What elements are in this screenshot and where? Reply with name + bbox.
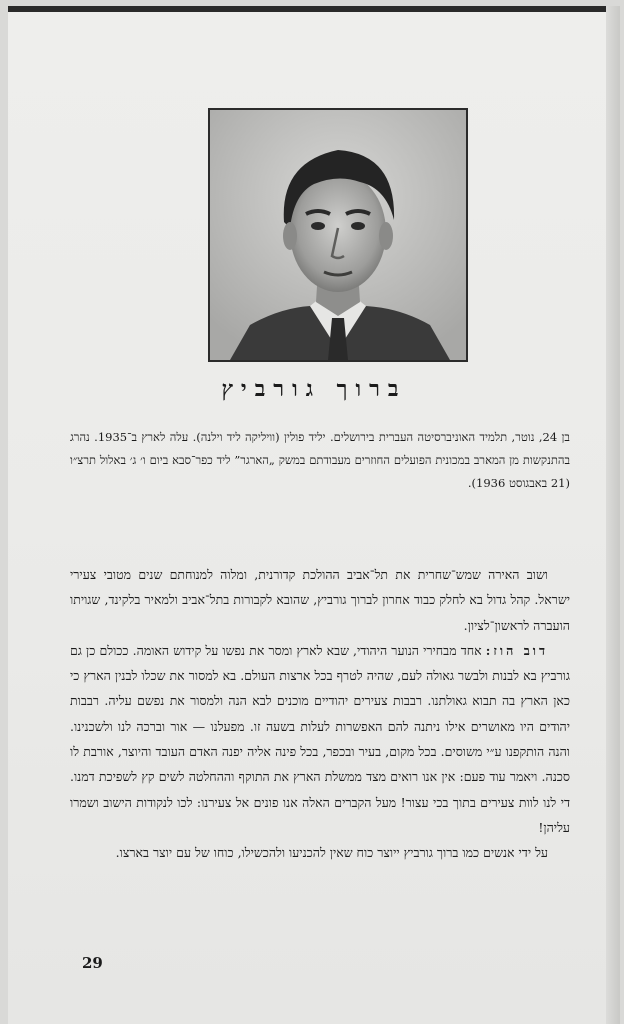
speech-text: אחד מבחירי הנוער היהודי, שבא לארץ ומסר את נפשו על קידוש האומה. ככולם כן גם גורביץ בא לבנות ולבשר גאולה לעם, שהיה לטרף בכל ארצות העולם. בא למסור את שכלו לבנין הארץ כי כאן הארץ בה תבוא גאולתנו. רבבות צעירים יהודיים מוכנים לבא הנה ולמסור את נפשם עליה. רבבות יהודים היו מאושרים אילו ניתנה להם האפשרות לעלות בשעה זו. מפעלנו — אור וברכה לנו ולשכנינו. והנה הותקפנו ע״י משוסים. בכל מקום, בעיר ובכפר, בכל פינה אליה יפנה האדם העובד והיוצר, אורבת לו סכנה. ויאמר עוד פעם: אין אנו רואים מצד ממשלת הארץ את התוקף וההחלטה לשים קץ לשפיכת דמנו. די לנו לוות צעירים בתוך בכי עצור! מעל הקברים האלה אנו פונים אל צעירנו: לכו לנקודות הישוב ושמרו עליהן! [70,642,570,835]
body-paragraph-1: ושוב האירה שמש־שחרית את תל־אביב ההולכת קדורנית, ומלוה למנוחתם שנים מטובי צעירי ישראל. קהל גדול בא לחלק כבוד אחרון לברוך גורביץ, שהובא לקבורות בתל־אביב ולמאיר בלקינד, שגויתו הועברה לראשון־לציון. [70,567,570,633]
body-paragraph-3: על ידי אנשים כמו ברוך גורביץ ייוצר כוח שאין להכניעו ולהכשילו, כוחו של עם יוצר בארצו. [115,845,548,861]
page-number: 29 [82,954,103,972]
document-page [8,6,620,1024]
scan-top-edge [8,6,620,12]
scan-right-edge [606,6,620,1024]
portrait-photo [208,108,468,362]
portrait-illustration [210,110,466,360]
body-paragraph-2 [70,638,570,840]
speaker-name: דוב הוז: [485,642,549,658]
article-body [70,562,570,866]
biography-paragraph: בן 24, נוטר, תלמיד האוניברסיטה העברית בירושלים. יליד פולין (וויליקה ליד וילנה). עלה לארץ ב־1935. נהרג בהתנקשות מן המארב במכונית הפועלים החוזרים מעבודתם במשק „הארגר” ליד כפר־סבא ביום ו׳ ג׳ באלול תרצ״ו (21 באבגוסט 1936). [70,430,570,490]
person-name-heading: ברוך גורביץ [221,376,407,402]
